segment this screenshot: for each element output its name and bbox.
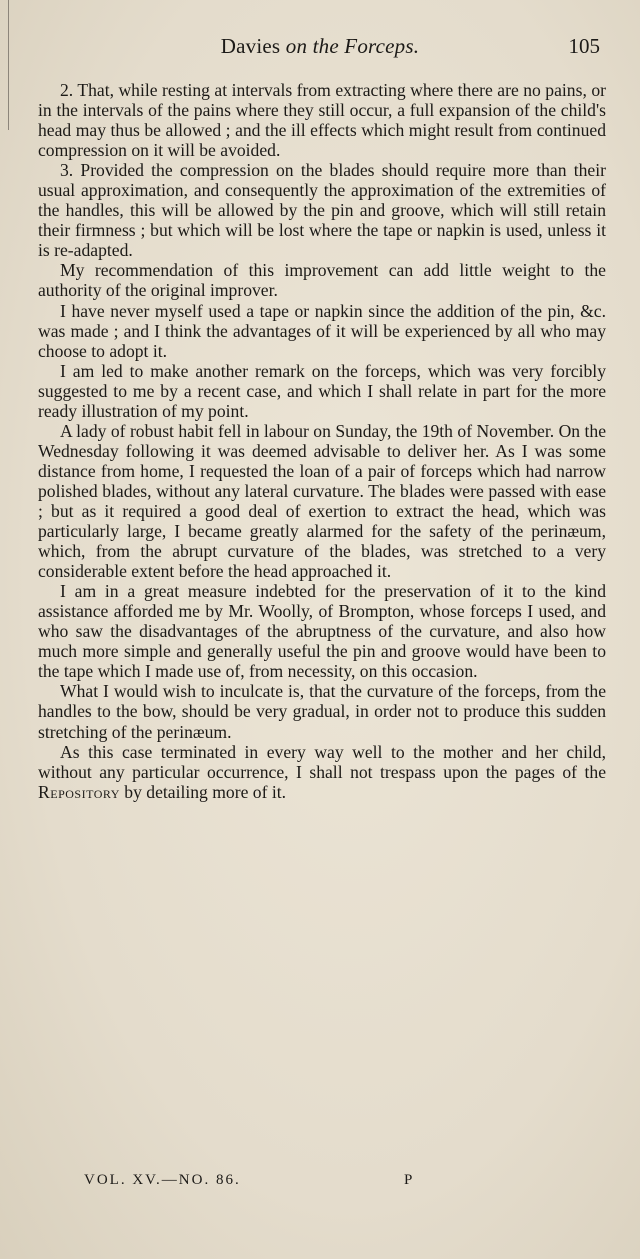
- paragraph-final: [38, 742, 606, 802]
- paragraph: 2. That, while resting at intervals from extracting where there are no pains, or in the intervals of the pains where they still occur, a full expansion of the child's head may thus be allowed ; and the ill effects which might result from continued compression on it will be avoided.: [38, 80, 606, 161]
- page-edge-line: [8, 0, 9, 130]
- paragraph: My recommendation of this improvement can add little weight to the authority of the original improver.: [38, 260, 606, 301]
- page-header: [0, 34, 640, 62]
- paragraph: 3. Provided the compression on the blades should require more than their usual approximation, and consequently the approximation of the extremities of the handles, this will be allowed by the pin and groove, which will still retain their firmness ; but which will be lost where the tape or napkin is used, unless it is re-adapted.: [38, 160, 606, 261]
- paragraph: I have never myself used a tape or napkin since the addition of the pin, &c. was made ; and I think the advantages of it will be experienced by all who may choose to adopt it.: [38, 300, 606, 361]
- paragraph: A lady of robust habit fell in labour on Sunday, the 19th of November. On the Wednesday following it was deemed advisable to deliver her. As I was some distance from home, I requested the loan of a pair of forceps which had narrow polished blades, without any lateral curvature. The blades were passed with ease ; but as it required a good deal of exertion to extract the head, which was particularly large, I became greatly alarmed for the safety of the perinæum, which, from the abrupt curvature of the blades, was stretched to a very considerable extent before the head approached it.: [38, 420, 606, 582]
- journal-name: Repository: [38, 781, 120, 802]
- paragraph: I am in a great measure indebted for the preservation of it to the kind assistance afforded me by Mr. Woolly, of Brompton, whose forceps I used, and who saw the disadvantages of the abruptness of the curvature, and also how much more simple and generally useful the pin and groove would have been to the tape which I made use of, from necessity, on this occasion.: [38, 581, 606, 682]
- body-text: [38, 80, 606, 802]
- running-head-author: Davies: [220, 34, 286, 58]
- paragraph: I am led to make another remark on the forceps, which was very forcibly suggested to me by a recent case, and which I shall relate in part for the more ready illustration of my point.: [38, 360, 606, 421]
- running-head: [0, 34, 640, 59]
- signature-mark: P: [404, 1172, 415, 1188]
- paragraph-final-start: As this case terminated in every way well to the mother and her child, without any particular occurrence, I shall not trespass upon the pages of the: [38, 741, 606, 782]
- paragraph: What I would wish to inculcate is, that the curvature of the forceps, from the handles to the bow, should be very gradual, in order not to produce this sudden stretching of the perinæum.: [38, 681, 606, 742]
- page-number: 105: [568, 34, 600, 58]
- running-head-title: on the Forceps.: [285, 34, 420, 58]
- paragraph-final-end: by detailing more of it.: [119, 781, 287, 802]
- volume-number: VOL. XV.—NO. 86.: [84, 1172, 241, 1188]
